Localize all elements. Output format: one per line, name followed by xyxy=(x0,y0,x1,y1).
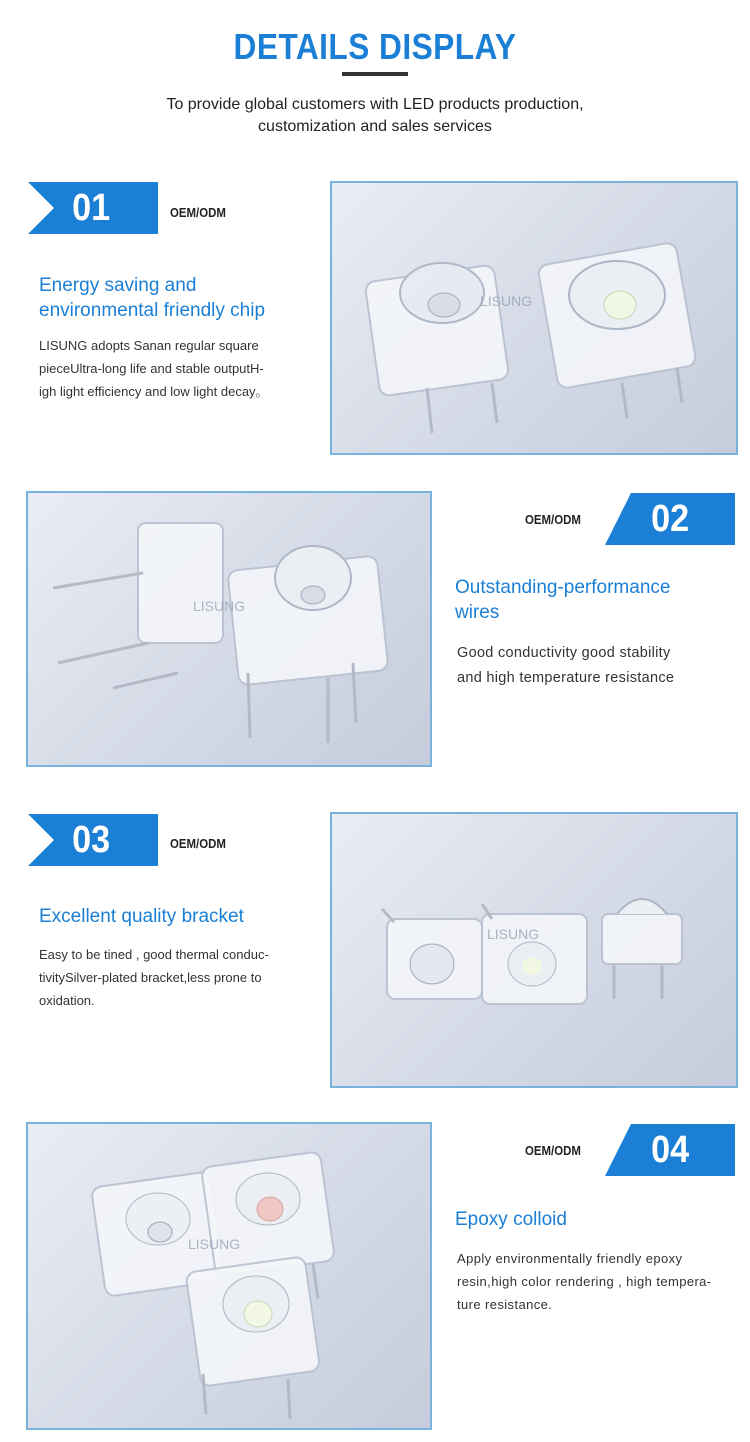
desc-line: Easy to be tined , good thermal conduc- xyxy=(39,947,269,962)
section-description xyxy=(39,943,269,1012)
watermark-text: LISUNG xyxy=(480,293,533,309)
desc-line: tivitySilver-plated bracket,less prone to xyxy=(39,970,262,985)
oem-odm-label: OEM/ODM xyxy=(525,1143,581,1158)
page-title: DETAILS DISPLAY xyxy=(233,26,517,67)
led-photo xyxy=(26,491,432,767)
section-number: 03 xyxy=(72,819,111,861)
subtitle-line-1: To provide global customers with LED products production, xyxy=(166,96,584,113)
heading-line: Epoxy colloid xyxy=(455,1209,567,1230)
heading-line: Excellent quality bracket xyxy=(39,906,244,927)
led-photo xyxy=(26,1122,432,1430)
desc-line: and high temperature resistance xyxy=(457,670,675,686)
section-02-badge xyxy=(605,493,735,545)
desc-line: Apply environmentally friendly epoxy xyxy=(457,1251,683,1266)
oem-odm-label: OEM/ODM xyxy=(170,205,226,220)
section-01-badge xyxy=(28,182,158,234)
watermark-text: LISUNG xyxy=(487,926,540,942)
section-heading xyxy=(455,575,670,625)
section-description xyxy=(457,641,674,691)
subtitle-line-2: customization and sales services xyxy=(258,118,492,135)
section-description xyxy=(457,1247,712,1316)
section-heading xyxy=(39,273,265,323)
section-number: 04 xyxy=(651,1129,690,1171)
desc-line: resin,high color rendering , high tempera- xyxy=(457,1274,712,1289)
section-03-badge xyxy=(28,814,158,866)
title-underline xyxy=(342,72,408,76)
heading-line: Outstanding-performance xyxy=(455,577,671,598)
oem-odm-label: OEM/ODM xyxy=(170,836,226,851)
desc-line: Good conductivity good stability xyxy=(457,645,671,661)
watermark-text: LISUNG xyxy=(193,598,246,614)
heading-line: environmental friendly chip xyxy=(39,300,266,321)
oem-odm-label: OEM/ODM xyxy=(525,512,581,527)
heading-line: Energy saving and xyxy=(39,275,197,296)
desc-line: igh light efficiency and low light decay。 xyxy=(39,384,269,399)
watermark-text: LISUNG xyxy=(188,1236,241,1252)
desc-line: pieceUltra-long life and stable outputH- xyxy=(39,361,264,376)
desc-line: oxidation. xyxy=(39,993,95,1008)
section-04-badge xyxy=(605,1124,735,1176)
led-photo xyxy=(330,181,738,455)
page-subtitle xyxy=(0,94,750,138)
section-heading xyxy=(455,1207,567,1232)
led-photo xyxy=(330,812,738,1088)
section-heading xyxy=(39,904,244,929)
section-description xyxy=(39,334,269,403)
section-number: 01 xyxy=(72,187,111,229)
desc-line: ture resistance. xyxy=(457,1297,553,1312)
heading-line: wires xyxy=(455,602,500,623)
section-number: 02 xyxy=(651,498,690,540)
desc-line: LISUNG adopts Sanan regular square xyxy=(39,338,259,353)
